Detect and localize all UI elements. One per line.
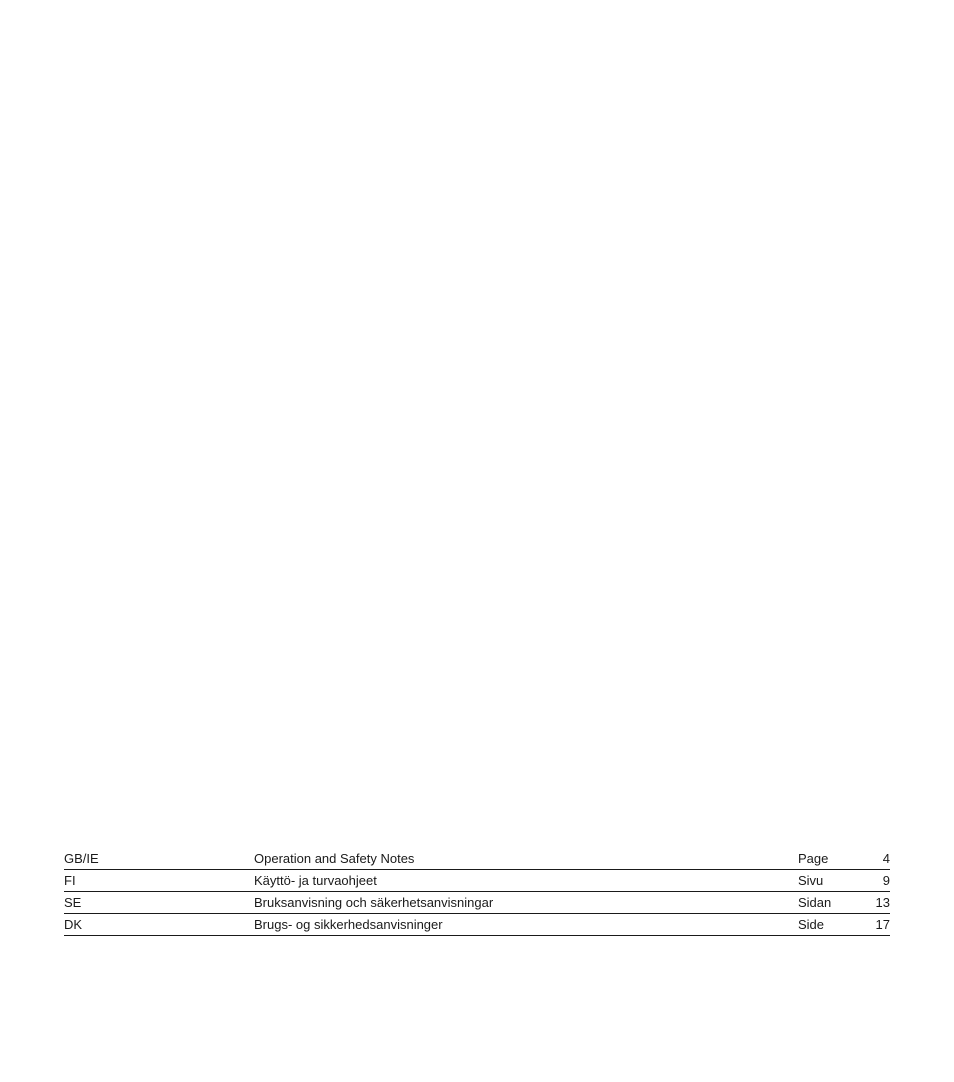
section-title: Brugs- og sikkerhedsanvisninger [254,917,443,932]
toc-row-fi[interactable] [64,870,890,892]
page-number: 17 [875,917,890,932]
language-code: DK [64,917,83,932]
section-title: Bruksanvisning och säkerhetsanvisningar [254,895,494,910]
table-of-contents [64,848,890,936]
toc-row-dk[interactable] [64,914,890,936]
language-code: SE [64,895,82,910]
page-number: 4 [882,851,890,866]
language-code: GB/IE [64,851,99,866]
page-label: Sivu [798,873,824,888]
section-title: Operation and Safety Notes [254,851,415,866]
toc-row-gb-ie[interactable] [64,848,890,870]
page-number: 13 [875,895,890,910]
language-code: FI [64,873,76,888]
page-number: 9 [882,873,890,888]
page-label: Side [798,917,825,932]
toc-row-se[interactable] [64,892,890,914]
section-title: Käyttö- ja turvaohjeet [254,873,377,888]
page-label: Sidan [798,895,832,910]
page-label: Page [798,851,829,866]
